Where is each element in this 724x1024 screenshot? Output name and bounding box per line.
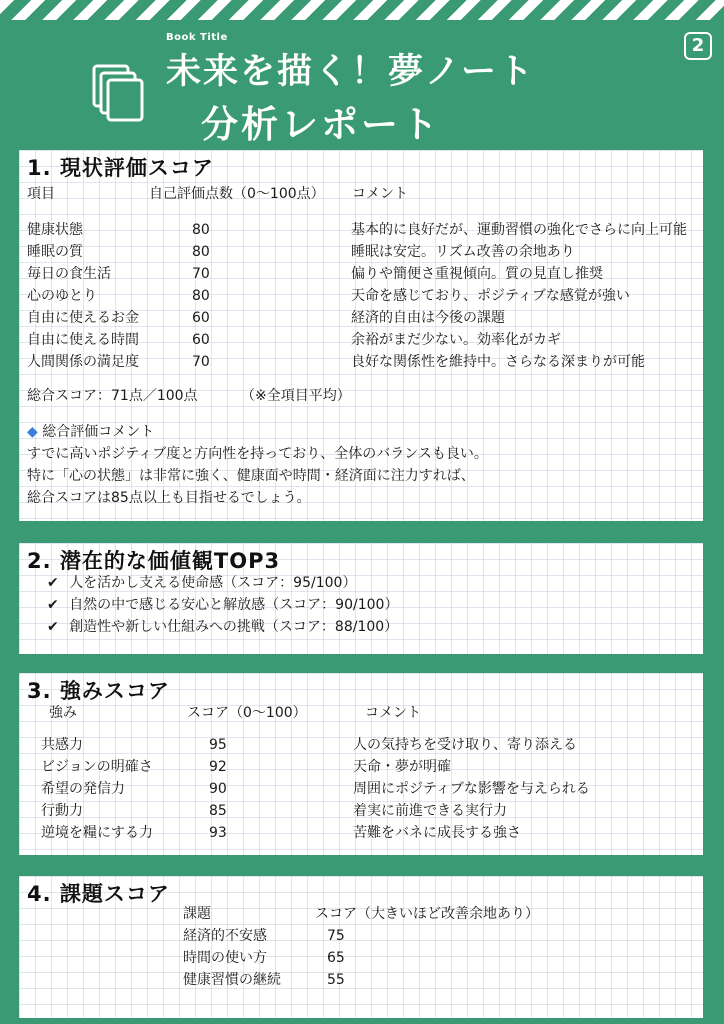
table-cell-score: 80 xyxy=(192,288,210,304)
table-cell-comment: 人の気持ちを受け取り、寄り添える xyxy=(353,737,577,753)
table-cell-item: 心のゆとり xyxy=(27,288,97,304)
table-cell-score: 60 xyxy=(192,332,210,348)
section-title: 3. 強みスコア xyxy=(27,679,170,703)
table-cell-score: 85 xyxy=(209,803,227,819)
table-cell-item: 行動力 xyxy=(41,803,83,819)
list-item-text: 人を活かし支える使命感（スコア：95/100） xyxy=(69,575,357,591)
table-cell-score: 70 xyxy=(192,266,210,282)
title-line-2: 分析レポート xyxy=(201,103,441,146)
list-item xyxy=(47,595,398,615)
list-item-text: 自然の中で感じる安心と解放感（スコア：90/100） xyxy=(69,597,399,613)
table-cell-score: 60 xyxy=(192,310,210,326)
table-cell-score: 70 xyxy=(192,354,210,370)
table-cell-score: 55 xyxy=(327,972,345,988)
table-cell-comment: 睡眠は安定。リズム改善の余地あり xyxy=(351,244,575,260)
table-cell-score: 95 xyxy=(209,737,227,753)
notebook-stack-icon xyxy=(92,64,144,122)
table-cell-item: 人間関係の満足度 xyxy=(27,354,139,370)
table-cell-item: 睡眠の質 xyxy=(27,244,83,260)
page-number-badge: 2 xyxy=(684,32,712,60)
table-cell-comment: 苦難をバネに成長する強さ xyxy=(353,825,521,841)
column-header-score: スコア（0〜100） xyxy=(187,705,307,721)
table-cell-score: 93 xyxy=(209,825,227,841)
column-header-item: 課題 xyxy=(183,906,211,922)
list-item xyxy=(47,617,398,637)
list-item-text: 創造性や新しい仕組みへの挑戦（スコア：88/100） xyxy=(69,619,399,635)
table-cell-item: 健康状態 xyxy=(27,222,83,238)
table-cell-item: 希望の発信力 xyxy=(41,781,125,797)
header xyxy=(0,20,724,150)
table-cell-comment: 良好な関係性を維持中。さらなる深まりが可能 xyxy=(351,354,645,370)
total-score: 総合スコア：71点／100点 xyxy=(27,388,198,404)
table-cell-score: 80 xyxy=(192,244,210,260)
title-line-1: 未来を描く！夢ノート xyxy=(166,52,535,92)
table-cell-score: 75 xyxy=(327,928,345,944)
table-cell-score: 90 xyxy=(209,781,227,797)
summary-line: 総合スコアは85点以上も目指せるでしょう。 xyxy=(27,490,311,506)
total-score-note: （※全項目平均） xyxy=(241,388,351,404)
table-cell-item: 自由に使えるお金 xyxy=(27,310,139,326)
column-header-comment: コメント xyxy=(352,186,408,202)
section-challenges xyxy=(19,876,703,1018)
section-title: 2. 潜在的な価値観TOP3 xyxy=(27,549,281,573)
check-icon: ✔ xyxy=(47,619,59,635)
table-cell-comment: 天命を感じており、ポジティブな感覚が強い xyxy=(351,288,630,304)
table-cell-comment: 余裕がまだ少ない。効率化がカギ xyxy=(351,332,561,348)
table-cell-item: 共感力 xyxy=(41,737,83,753)
section-title: 4. 課題スコア xyxy=(27,882,170,906)
table-cell-score: 65 xyxy=(327,950,345,966)
column-header-item: 項目 xyxy=(27,186,55,202)
table-cell-comment: 着実に前進できる実行力 xyxy=(353,803,507,819)
check-icon: ✔ xyxy=(47,597,59,613)
table-cell-comment: 偏りや簡便さ重視傾向。質の見直し推奨 xyxy=(351,266,603,282)
table-cell-item: 毎日の食生活 xyxy=(27,266,111,282)
section-values-top3 xyxy=(19,543,703,654)
table-cell-score: 92 xyxy=(209,759,227,775)
book-label: Book Title xyxy=(166,32,228,43)
section-current-status xyxy=(19,150,703,521)
table-cell-item: 時間の使い方 xyxy=(183,950,267,966)
check-icon: ✔ xyxy=(47,575,59,591)
table-cell-item: 逆境を糧にする力 xyxy=(41,825,153,841)
table-cell-comment: 基本的に良好だが、運動習慣の強化でさらに向上可能 xyxy=(351,222,687,238)
diamond-icon: ◆ xyxy=(27,424,38,440)
table-cell-comment: 周囲にポジティブな影響を与えられる xyxy=(353,781,590,797)
section-strengths xyxy=(19,673,703,855)
table-cell-score: 80 xyxy=(192,222,210,238)
list-item xyxy=(47,573,356,593)
column-header-score: スコア（大きいほど改善余地あり） xyxy=(315,906,539,922)
summary-line: すでに高いポジティブ度と方向性を持っており、全体のバランスも良い。 xyxy=(27,446,488,462)
table-cell-item: ビジョンの明確さ xyxy=(41,759,153,775)
table-cell-item: 健康習慣の継続 xyxy=(183,972,281,988)
header-stripe-band xyxy=(0,0,724,20)
column-header-score: 自己評価点数（0〜100点） xyxy=(149,186,325,202)
table-cell-comment: 天命・夢が明確 xyxy=(353,759,451,775)
column-header-comment: コメント xyxy=(365,705,421,721)
table-cell-item: 自由に使える時間 xyxy=(27,332,139,348)
table-cell-item: 経済的不安感 xyxy=(183,928,267,944)
table-cell-comment: 経済的自由は今後の課題 xyxy=(351,310,505,326)
summary-heading-text: 総合評価コメント xyxy=(42,424,155,440)
column-header-item: 強み xyxy=(49,705,77,721)
section-title: 1. 現状評価スコア xyxy=(27,156,214,180)
summary-line: 特に「心の状態」は非常に強く、健康面や時間・経済面に注力すれば、 xyxy=(27,468,475,484)
summary-heading xyxy=(27,422,154,442)
